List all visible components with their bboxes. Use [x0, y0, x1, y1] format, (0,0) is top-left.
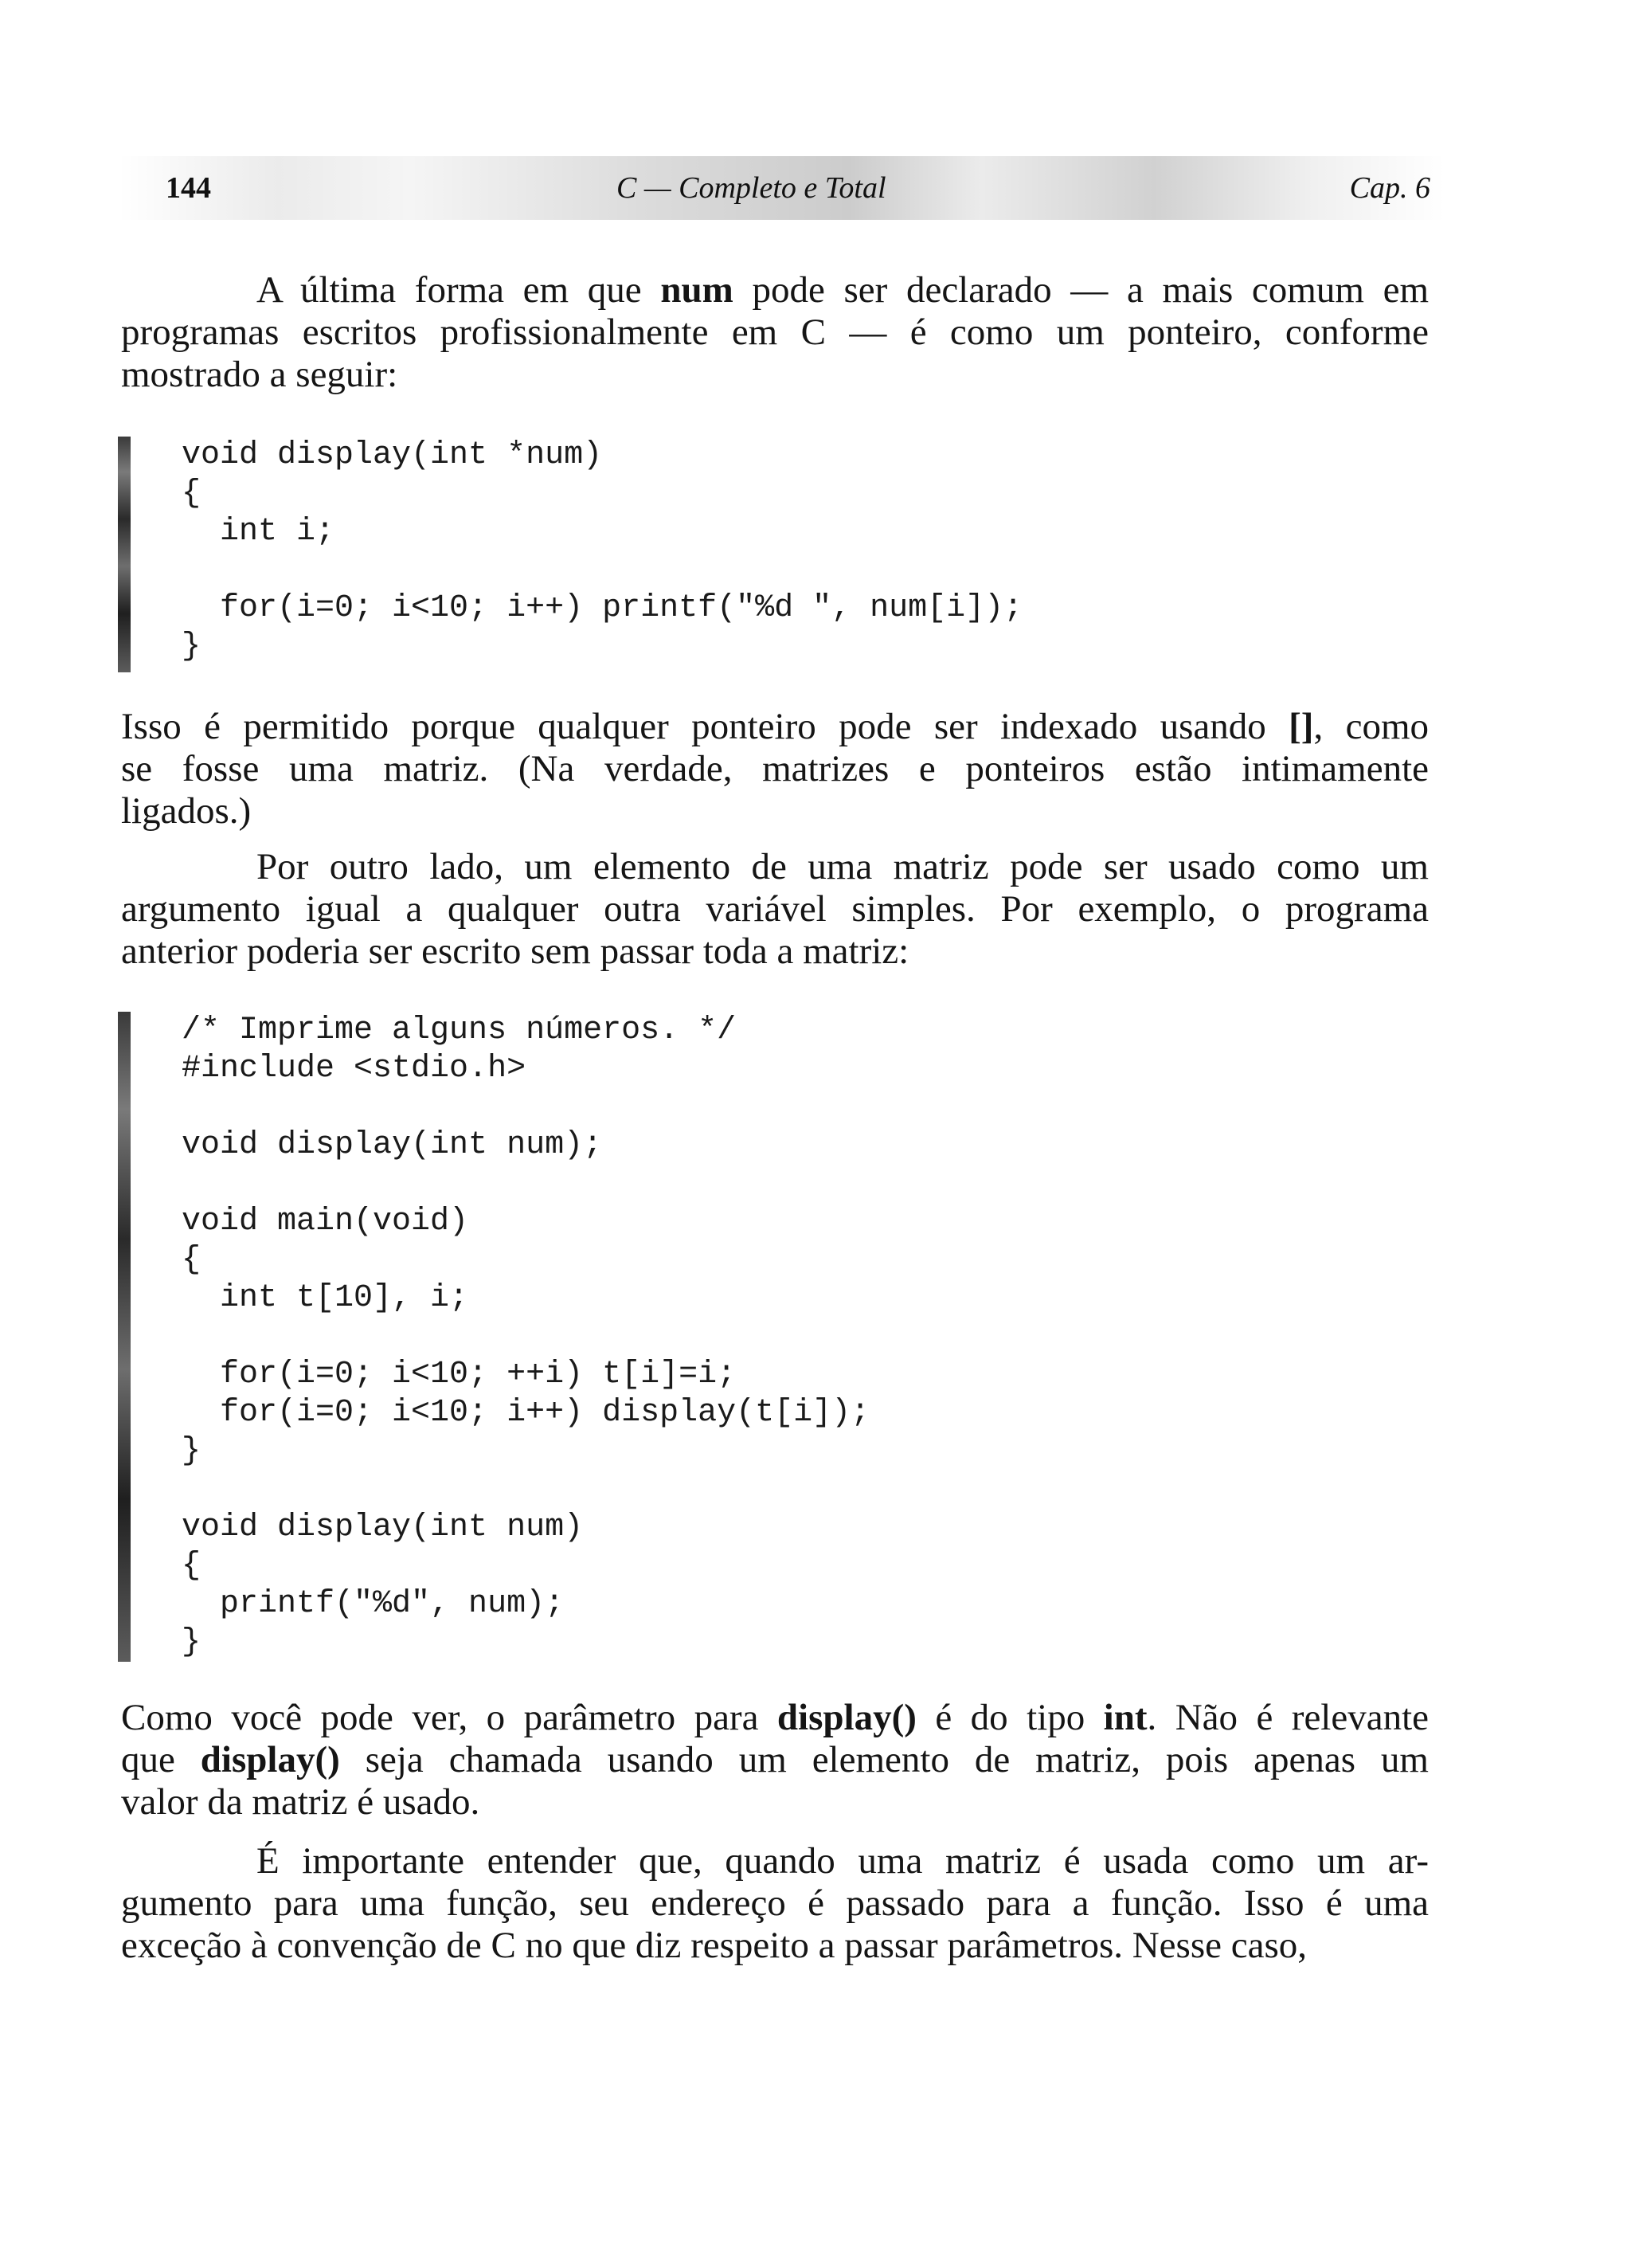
code-line: void display(int num): [182, 1510, 584, 1545]
code-lines: [182, 1012, 870, 1662]
code-line: [182, 551, 1023, 590]
text-line: [121, 1697, 1429, 1739]
bold-term: display(): [200, 1739, 340, 1780]
paragraph-2: [121, 706, 1429, 832]
code-line: }: [182, 629, 201, 664]
code-line: for(i=0; i<10; i++) display(t[i]);: [182, 1395, 870, 1431]
code-line: void display(int *num): [182, 437, 603, 473]
text-run: pode ser declarado — a mais comum em: [733, 269, 1430, 311]
code-line: [182, 1165, 870, 1203]
text-line: [121, 1882, 1429, 1925]
text-line: [121, 790, 1429, 832]
code-lines: [182, 437, 1023, 666]
text-run: argumento igual a qualquer outra variável simples. Por exemplo, o programa: [121, 888, 1429, 930]
text-run: se fosse uma matriz. (Na verdade, matrizes e ponteiros estão intimamente: [121, 748, 1429, 789]
text-line: [121, 269, 1429, 311]
bold-term: int: [1103, 1697, 1148, 1738]
code-margin-bar: [118, 1012, 131, 1662]
paragraph-1: [121, 269, 1429, 396]
bold-term: num: [660, 269, 733, 311]
text-run: que: [121, 1739, 201, 1780]
code-line: for(i=0; i<10; ++i) t[i]=i;: [182, 1357, 737, 1393]
code-line: [182, 1471, 870, 1509]
paragraph-3: [121, 846, 1429, 973]
text-line: [121, 846, 1429, 888]
text-run: seja chamada usando um elemento de matriz, pois apenas um: [339, 1739, 1429, 1780]
text-run: A última forma em que: [256, 269, 661, 311]
text-line: [121, 748, 1429, 790]
book-title: C — Completo e Total: [616, 171, 886, 205]
text-run: é do tipo: [916, 1697, 1104, 1738]
bold-term: []: [1289, 706, 1314, 747]
code-line: {: [182, 476, 201, 511]
text-line: [121, 706, 1429, 748]
page-number: 144: [166, 171, 211, 205]
code-line: }: [182, 1433, 201, 1469]
text-run: mostrado a seguir:: [121, 354, 398, 395]
text-run: É importante entender que, quando uma matriz é usada como um ar-: [256, 1840, 1429, 1882]
text-run: Isso é permitido porque qualquer ponteiro pode ser indexado usando: [121, 706, 1289, 747]
text-run: gumento para uma função, seu endereço é passado para a função. Isso é uma: [121, 1882, 1429, 1924]
text-run: ligados.): [121, 790, 252, 832]
code-line: void display(int num);: [182, 1127, 603, 1163]
text-line: [121, 311, 1429, 354]
text-line: [121, 1781, 1429, 1823]
text-line: [121, 1739, 1429, 1781]
paragraph-5: [121, 1840, 1429, 1967]
code-line: void main(void): [182, 1204, 469, 1240]
code-listing-1: [118, 437, 1233, 672]
code-margin-bar: [118, 437, 131, 672]
code-line: [182, 1088, 870, 1126]
code-line: #include <stdio.h>: [182, 1051, 526, 1087]
code-listing-2: [118, 1012, 1233, 1662]
code-line: [182, 1318, 870, 1356]
code-line: int i;: [182, 514, 335, 550]
code-line: int t[10], i;: [182, 1280, 469, 1316]
text-run: . Não é relevante: [1147, 1697, 1430, 1738]
text-run: Como você pode ver, o parâmetro para: [121, 1697, 777, 1738]
text-line: [121, 1840, 1429, 1882]
chapter-label: Cap. 6: [1349, 171, 1430, 205]
code-line: printf("%d", num);: [182, 1586, 565, 1622]
code-line: {: [182, 1242, 201, 1278]
code-line: {: [182, 1548, 201, 1584]
code-line: }: [182, 1624, 201, 1660]
text-run: valor da matriz é usado.: [121, 1781, 480, 1823]
text-run: , como: [1313, 706, 1430, 747]
text-line: [121, 354, 1429, 396]
text-line: [121, 1925, 1429, 1967]
code-line: /* Imprime alguns números. */: [182, 1013, 737, 1048]
paragraph-4: [121, 1697, 1429, 1823]
code-line: for(i=0; i<10; i++) printf("%d ", num[i]);: [182, 590, 1023, 626]
running-header: [118, 156, 1446, 220]
text-line: [121, 930, 1429, 973]
text-run: programas escritos profissionalmente em C — é como um ponteiro, conforme: [121, 311, 1429, 353]
text-run: exceção à convenção de C no que diz respeito a passar parâmetros. Nesse caso,: [121, 1925, 1307, 1966]
text-run: anterior poderia ser escrito sem passar toda a matriz:: [121, 930, 909, 972]
text-run: Por outro lado, um elemento de uma matriz pode ser usado como um: [256, 846, 1429, 887]
text-line: [121, 888, 1429, 930]
bold-term: display(): [776, 1697, 917, 1738]
